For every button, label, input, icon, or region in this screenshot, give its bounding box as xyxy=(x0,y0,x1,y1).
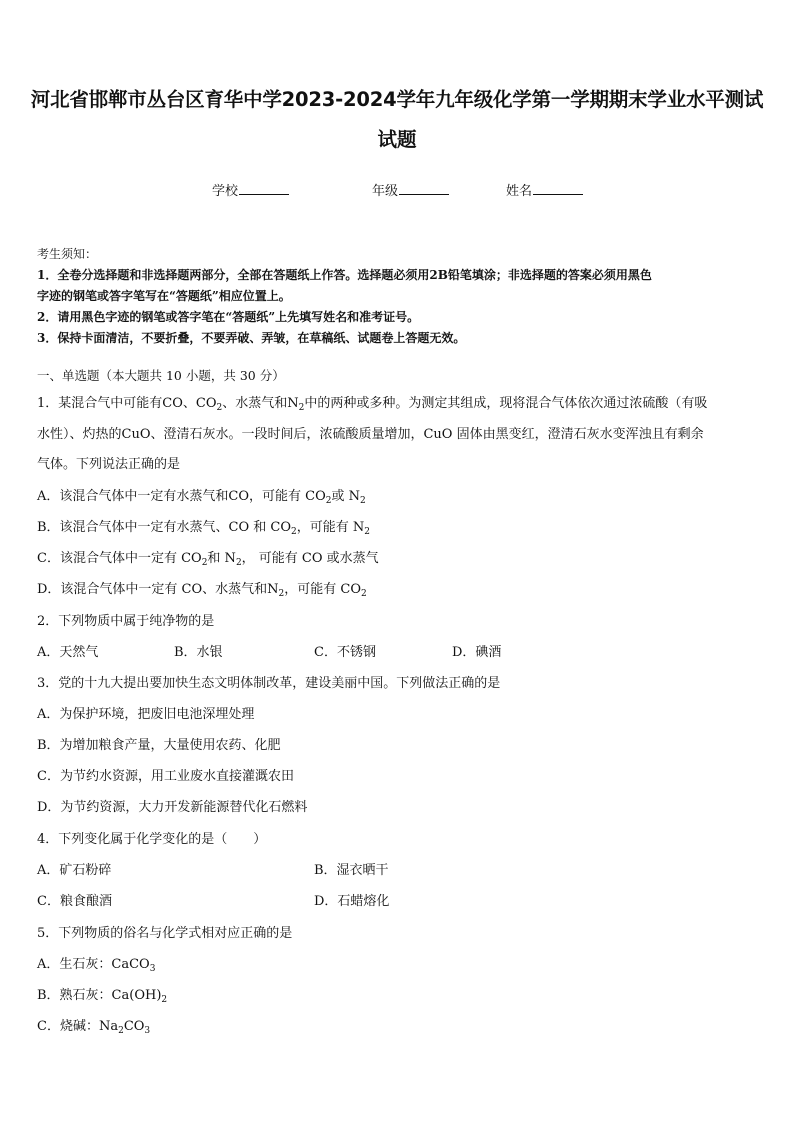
notice-item-1-line-2: 字迹的钢笔或答字笔写在“答题纸”相应位置上。 xyxy=(37,289,291,303)
school-field[interactable] xyxy=(212,180,289,199)
q4-option-b[interactable]: B．湿衣晒干 xyxy=(314,863,389,878)
q1-option-d[interactable]: D．该混合气体中一定有 CO、水蒸气和$N_2$，可能有 $CO_2$ xyxy=(37,582,367,599)
exam-title-line2: 试题 xyxy=(377,128,417,151)
q2-option-a[interactable]: A．天然气 xyxy=(37,645,99,660)
student-info-fields xyxy=(0,180,794,202)
q1-stem-line-1: 1．某混合气中可能有CO、$CO_2$、水蒸气和$N_2$中的两种或多种。为测定其组成，现将混合气体依次通过浓硫酸（有吸 xyxy=(37,396,708,413)
q1-option-a[interactable]: A．该混合气体中一定有水蒸气和CO，可能有 $CO_2$或 $N_2$ xyxy=(37,489,366,506)
q3-stem: 3．党的十九大提出要加快生态文明体制改革，建设美丽中国。下列做法正确的是 xyxy=(37,676,501,691)
q5-option-b[interactable]: B．熟石灰：$Ca(OH)_2$ xyxy=(37,988,168,1005)
q4-option-a[interactable]: A．矿石粉碎 xyxy=(37,863,112,878)
q3-option-a[interactable]: A．为保护环境，把废旧电池深埋处理 xyxy=(37,707,255,722)
q5-option-c[interactable]: C．烧碱：$Na_2CO_3$ xyxy=(37,1019,151,1036)
q2-option-c[interactable]: C．不锈钢 xyxy=(314,645,376,660)
q2-option-b[interactable]: B．水银 xyxy=(174,645,223,660)
q2-stem: 2．下列物质中属于纯净物的是 xyxy=(37,614,215,629)
q2-option-d[interactable]: D．碘酒 xyxy=(452,645,502,660)
school-label: 学校 xyxy=(212,184,239,199)
q4-stem: 4．下列变化属于化学变化的是（ ） xyxy=(37,832,267,847)
notice-item-1-line-1: 1．全卷分选择题和非选择题两部分，全部在答题纸上作答。选择题必须用2B铅笔填涂；非选择题的答案必须用黑色 xyxy=(37,268,652,282)
name-blank[interactable] xyxy=(533,182,583,195)
q5-option-a[interactable]: A．生石灰：CaCO$_3$ xyxy=(37,957,156,974)
section-heading: 一、单选题（本大题共 10 小题，共 30 分） xyxy=(37,368,285,383)
q1-stem-line-3: 气体。下列说法正确的是 xyxy=(37,457,181,472)
q3-option-b[interactable]: B．为增加粮食产量，大量使用农药、化肥 xyxy=(37,738,281,753)
grade-blank[interactable] xyxy=(399,182,449,195)
exam-notice xyxy=(37,244,757,349)
notice-item-2: 2．请用黑色字迹的钢笔或答字笔在“答题纸”上先填写姓名和准考证号。 xyxy=(37,310,420,324)
name-label: 姓名 xyxy=(506,184,533,199)
exam-title-line1: 河北省邯郸市丛台区育华中学2023-2024学年九年级化学第一学期期末学业水平测试 xyxy=(30,88,764,111)
q4-option-d[interactable]: D．石蜡熔化 xyxy=(314,894,390,909)
grade-label: 年级 xyxy=(372,184,399,199)
notice-heading: 考生须知： xyxy=(37,247,98,261)
q1-option-c[interactable]: C．该混合气体中一定有 $CO_2$和 $N_2$， 可能有 CO 或水蒸气 xyxy=(37,551,379,568)
q3-option-d[interactable]: D．为节约资源，大力开发新能源替代化石燃料 xyxy=(37,800,308,815)
q1-option-b[interactable]: B．该混合气体中一定有水蒸气、CO 和 $CO_2$，可能有 $N_2$ xyxy=(37,520,371,537)
q1-stem-line-2: 水性）、灼热的CuO、澄清石灰水。一段时间后，浓硫酸质量增加，CuO 固体由黑变红，澄清石灰水变浑浊且有剩余 xyxy=(37,427,704,442)
notice-item-3: 3．保持卡面清洁，不要折叠，不要弄破、弄皱，在草稿纸、试题卷上答题无效。 xyxy=(37,331,466,345)
q5-stem: 5．下列物质的俗名与化学式相对应正确的是 xyxy=(37,926,293,941)
q4-option-c[interactable]: C．粮食酿酒 xyxy=(37,894,112,909)
grade-field[interactable] xyxy=(372,180,449,199)
q3-option-c[interactable]: C．为节约水资源，用工业废水直接灌溉农田 xyxy=(37,769,294,784)
school-blank[interactable] xyxy=(239,182,289,195)
name-field[interactable] xyxy=(506,180,583,199)
